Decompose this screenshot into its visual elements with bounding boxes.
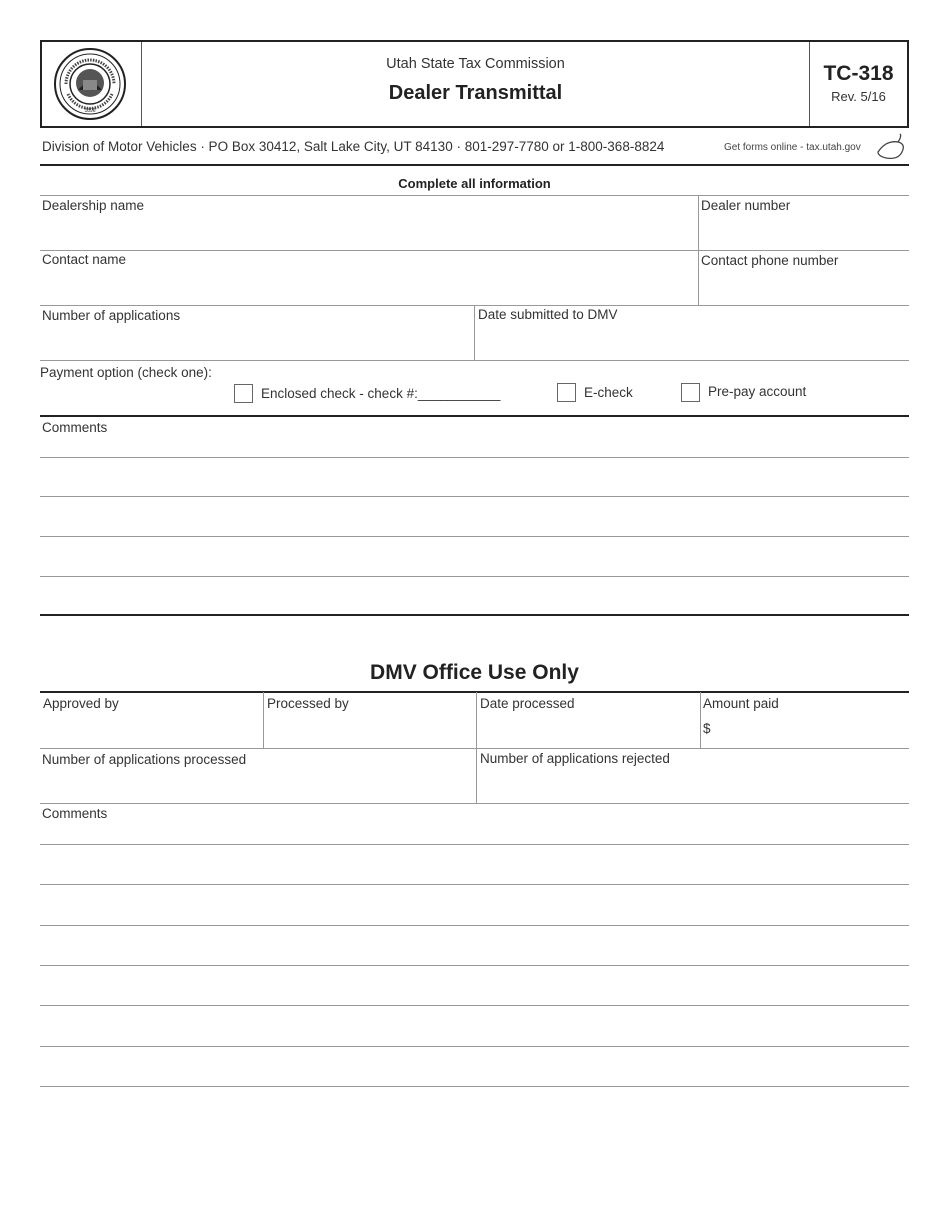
prepay-label: Pre-pay account — [708, 384, 807, 399]
address-line: Division of Motor Vehicles · PO Box 30412, Salt Lake City, UT 84130 · 801-297-7780 or 1-800-368-8824 — [42, 139, 665, 154]
seal-year: 1896 — [84, 108, 96, 114]
num-processed-field[interactable]: Number of applications processed — [42, 752, 247, 767]
comments-line[interactable] — [40, 536, 909, 537]
processed-by-field[interactable]: Processed by — [267, 696, 349, 711]
echeck-checkbox[interactable] — [557, 383, 576, 402]
office-comments-line[interactable] — [40, 965, 909, 966]
agency-name: Utah State Tax Commission — [386, 56, 565, 72]
dollar-sign: $ — [703, 721, 711, 736]
date-processed-field[interactable]: Date processed — [480, 696, 575, 711]
comments-label: Comments — [42, 420, 108, 435]
state-seal-icon — [54, 48, 126, 120]
prepay-checkbox[interactable] — [681, 383, 700, 402]
num-rejected-field[interactable]: Number of applications rejected — [480, 751, 670, 766]
comments-line[interactable] — [40, 576, 909, 577]
form-revision: Rev. 5/16 — [831, 89, 886, 104]
office-comments-label: Comments — [42, 806, 108, 821]
amount-paid-field[interactable]: Amount paid — [703, 696, 779, 711]
form-number: TC-318 — [823, 62, 894, 85]
forms-online-link[interactable]: Get forms online - tax.utah.gov — [724, 142, 861, 153]
check-payment-checkbox[interactable] — [234, 384, 253, 403]
mouse-icon — [874, 132, 908, 167]
office-comments-line[interactable] — [40, 925, 909, 926]
date-submitted-field[interactable]: Date submitted to DMV — [478, 307, 618, 322]
approved-by-field[interactable]: Approved by — [43, 696, 119, 711]
contact-name-field[interactable]: Contact name — [42, 252, 127, 267]
section1-heading: Complete all information — [398, 176, 551, 191]
form-number-box — [809, 42, 907, 126]
dealership-name-field[interactable]: Dealership name — [42, 198, 145, 213]
office-use-heading: DMV Office Use Only — [370, 661, 579, 684]
form-header — [40, 40, 909, 128]
comments-line[interactable] — [40, 496, 909, 497]
seal-box — [42, 42, 142, 126]
check-payment-label: Enclosed check - check #:___________ — [261, 386, 501, 401]
form-title: Dealer Transmittal — [388, 82, 563, 104]
contact-phone-field[interactable]: Contact phone number — [701, 253, 839, 268]
num-applications-field[interactable]: Number of applications — [42, 308, 181, 323]
echeck-label: E-check — [584, 385, 633, 400]
office-comments-line[interactable] — [40, 1086, 909, 1087]
comments-line[interactable] — [40, 457, 909, 458]
office-comments-line[interactable] — [40, 844, 909, 845]
office-comments-line[interactable] — [40, 1046, 909, 1047]
office-comments-line[interactable] — [40, 1005, 909, 1006]
section1-top-rule — [40, 164, 909, 166]
dealer-number-field[interactable]: Dealer number — [701, 198, 791, 213]
payment-option-label: Payment option (check one): — [40, 365, 212, 380]
office-comments-line[interactable] — [40, 884, 909, 885]
